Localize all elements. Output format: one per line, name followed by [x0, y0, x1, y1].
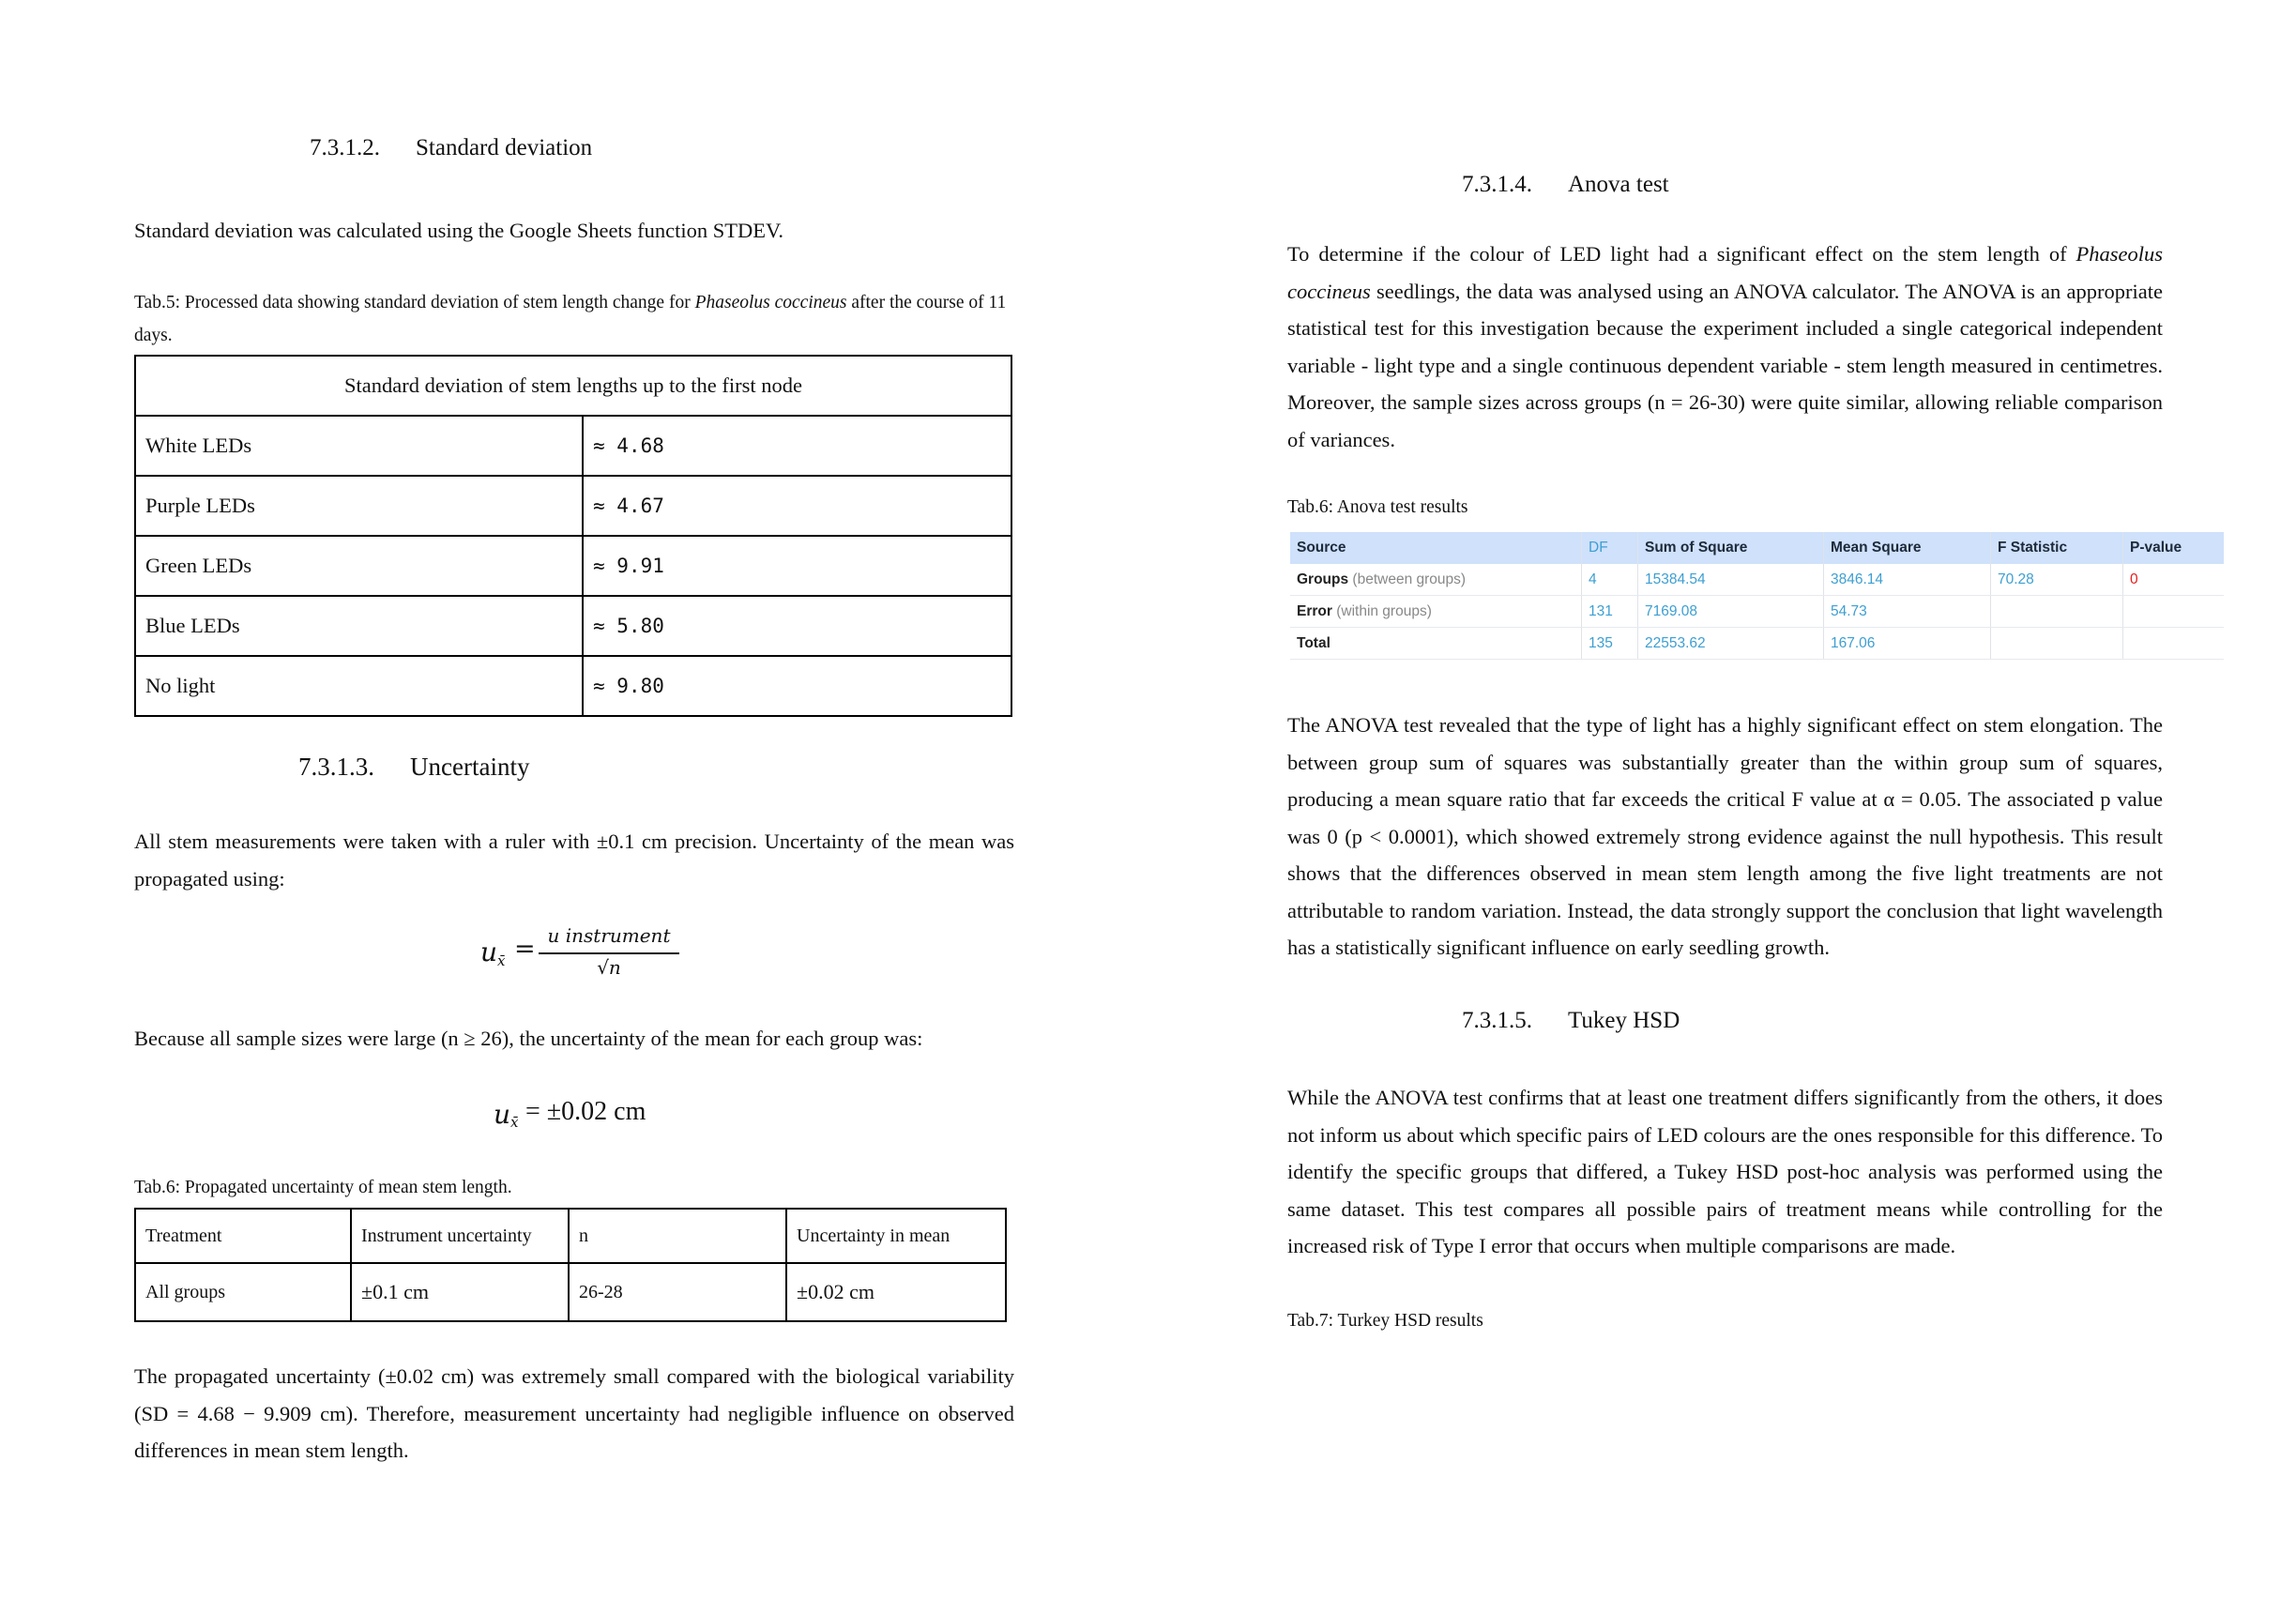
section-title: Tukey HSD [1568, 1008, 1680, 1033]
formula-lhs: u [480, 936, 498, 967]
header-cell: Uncertainty in mean [786, 1209, 1006, 1263]
std-deviation-table [134, 355, 1012, 717]
row-label: Blue LEDs [135, 596, 583, 656]
header-cell: n [569, 1209, 786, 1263]
row-label: No light [135, 656, 583, 716]
formula-rhs: = ±0.02 cm [525, 1097, 646, 1126]
row-value: ≈ 5.80 [583, 596, 1011, 656]
formula-subscript: x̄ [497, 952, 506, 969]
table-row [135, 1263, 1006, 1321]
f-cell [1991, 596, 2123, 628]
row-label: Green LEDs [135, 536, 583, 596]
source-cell: Groups (between groups) [1290, 564, 1582, 596]
ms-cell: 167.06 [1824, 628, 1991, 660]
section-number: 7.3.1.2. [310, 135, 380, 160]
section-number: 7.3.1.5. [1462, 1008, 1532, 1033]
ms-cell: 54.73 [1824, 596, 1991, 628]
df-cell: 131 [1582, 596, 1638, 628]
ms-cell: 3846.14 [1824, 564, 1991, 596]
std-table-header: Standard deviation of stem lengths up to the first node [135, 356, 1011, 416]
paragraph-uncertainty-conclusion: The propagated uncertainty (±0.02 cm) was extremely small compared with the biological variability (SD = 4.68 − 9.909 cm). Therefore, measurement uncertainty had negligible influence on observed differences in mean stem length. [134, 1364, 1014, 1462]
paragraph-anova-results: The ANOVA test revealed that the type of light has a highly significant effect on stem elongation. The between group sum of squares was substantially greater than the within group sum of squares, producing a mean square ratio that far exceeds the critical F value at α = 0.05. The associated p value was 0 (p < 0.0001), which showed extremely strong evidence against the null hypothesis. This result shows that the differences observed in mean stem length among the five light treatments are not attributable to random variation. Instead, the data strongly support the conclusion that light wavelength has a statistically significant influence on early seedling growth. [1287, 713, 2163, 959]
p-cell [2123, 628, 2225, 660]
header-cell: Treatment [135, 1209, 351, 1263]
section-number: 7.3.1.3. [298, 753, 374, 781]
section-title: Uncertainty [410, 753, 530, 781]
uncertainty-table [134, 1208, 1007, 1322]
header-cell: Instrument uncertainty [351, 1209, 569, 1263]
paragraph-tukey: While the ANOVA test confirms that at least one treatment differs significantly from the others, it does not inform us about which specific pairs of LED colours are the ones responsible for this difference. To identify the specific groups that differed, a Tukey HSD post-hoc analysis was performed using the same dataset. This test compares all possible pairs of treatment means while controlling for the increased risk of Type I error that occurs when multiple comparisons are made. [1287, 1086, 2163, 1257]
source-cell: Total [1290, 628, 1582, 660]
species-name: Phaseolus coccineus [1287, 242, 2163, 303]
source-cell: Error (within groups) [1290, 596, 1582, 628]
header-p-value: P-value [2123, 532, 2225, 564]
section-heading-uncertainty [298, 753, 529, 782]
paragraph-anova-intro: To determine if the colour of LED light had a significant effect on the stem length of Phaseolus coccineus seedlings, the data was analysed using an ANOVA calculator. The ANOVA is an appropriate statistical test for this investigation because the experiment included a single categorical independent variable - light type and a single continuous dependent variable - stem length measured in centimetres. Moreover, the sample sizes across groups (n = 26-30) were quite similar, allowing reliable comparison of variances. [1287, 242, 2163, 451]
df-cell: 135 [1582, 628, 1638, 660]
cell: ±0.1 cm [351, 1263, 569, 1321]
formula-denominator: √n [597, 956, 621, 979]
header-df: DF [1582, 532, 1638, 564]
table-row [1290, 564, 2224, 596]
table-row [135, 476, 1011, 536]
row-value: ≈ 9.91 [583, 536, 1011, 596]
section-heading-tukey [1462, 1008, 1680, 1034]
table-row [135, 656, 1011, 716]
section-heading-standard-deviation [310, 135, 592, 161]
df-cell: 4 [1582, 564, 1638, 596]
p-cell [2123, 596, 2225, 628]
section-heading-anova [1462, 172, 1669, 198]
section-title: Anova test [1568, 172, 1669, 197]
formula-lhs: u [494, 1099, 511, 1130]
section-title: Standard deviation [416, 135, 593, 160]
row-value: ≈ 4.68 [583, 416, 1011, 476]
species-name: Phaseolus coccineus [694, 293, 847, 312]
table-row [135, 416, 1011, 476]
table-row [1290, 628, 2224, 660]
fraction-bar [539, 952, 679, 954]
ss-cell: 22553.62 [1638, 628, 1824, 660]
ss-cell: 7169.08 [1638, 596, 1824, 628]
p-cell: 0 [2123, 564, 2225, 596]
table-header-row [1290, 532, 2224, 564]
table-caption-tab7: Tab.7: Turkey HSD results [1287, 1311, 1483, 1331]
row-value: ≈ 4.67 [583, 476, 1011, 536]
anova-results-table [1290, 532, 2224, 660]
row-label: Purple LEDs [135, 476, 583, 536]
header-f-statistic: F Statistic [1991, 532, 2123, 564]
paragraph-uncertainty-intro: All stem measurements were taken with a ruler with ±0.1 cm precision. Uncertainty of the mean was propagated using: [134, 830, 1014, 891]
cell: ±0.02 cm [786, 1263, 1006, 1321]
ss-cell: 15384.54 [1638, 564, 1824, 596]
header-sum-of-square: Sum of Square [1638, 532, 1824, 564]
formula-subscript: x̄ [510, 1114, 519, 1131]
table-row [135, 536, 1011, 596]
cell: 26-28 [569, 1263, 786, 1321]
section-number: 7.3.1.4. [1462, 172, 1532, 197]
paragraph-uncertainty-result: Because all sample sizes were large (n ≥ 26), the uncertainty of the mean for each group was: [134, 1027, 923, 1050]
cell: All groups [135, 1263, 351, 1321]
table-caption-tab6-anova: Tab.6: Anova test results [1287, 497, 1468, 517]
formula-numerator: u instrument [547, 924, 671, 947]
uncertainty-value-formula [494, 1091, 681, 1138]
row-label: White LEDs [135, 416, 583, 476]
f-cell [1991, 628, 2123, 660]
table-caption-tab6-uncertainty: Tab.6: Propagated uncertainty of mean stem length. [134, 1178, 512, 1197]
f-cell: 70.28 [1991, 564, 2123, 596]
table-row [135, 596, 1011, 656]
table-row [1290, 596, 2224, 628]
row-value: ≈ 9.80 [583, 656, 1011, 716]
header-mean-square: Mean Square [1824, 532, 1991, 564]
header-source: Source [1290, 532, 1582, 564]
paragraph-std-method: Standard deviation was calculated using the Google Sheets function STDEV. [134, 219, 783, 242]
table-header-row [135, 1209, 1006, 1263]
formula-equals: = [514, 935, 536, 964]
table-caption-tab5: Tab.5: Processed data showing standard deviation of stem length change for Phaseolus coccineus after the course of 11 days. [134, 293, 1007, 345]
